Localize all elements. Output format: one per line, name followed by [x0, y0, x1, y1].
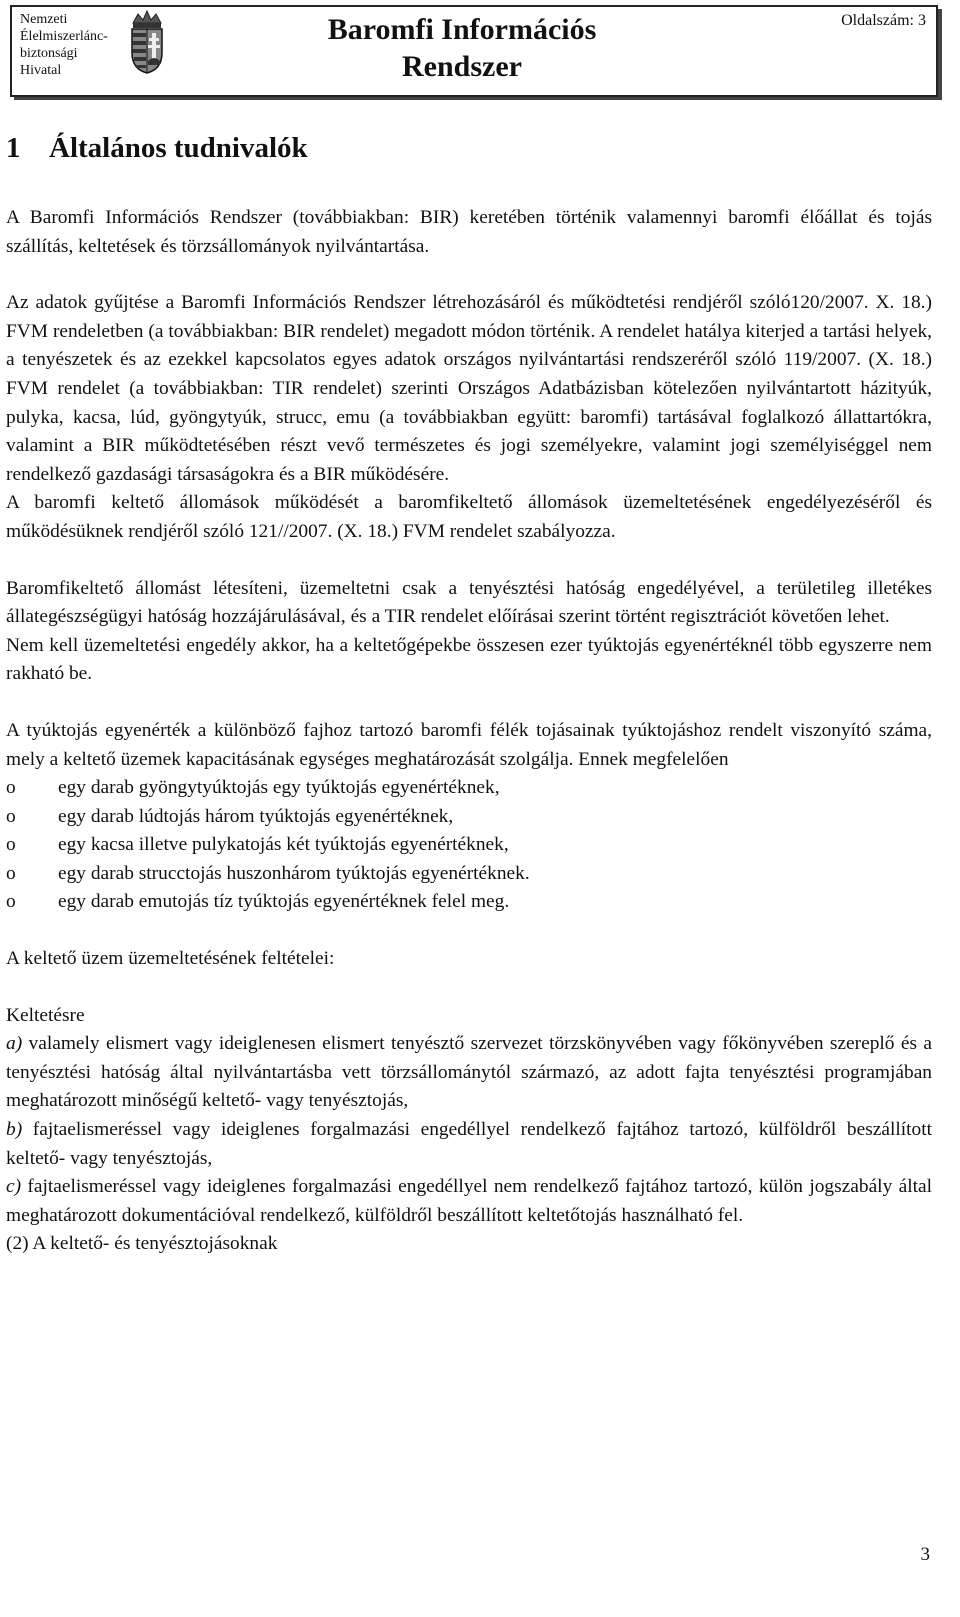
item-text: fajtaelismeréssel vagy ideiglenes forgalmazási engedéllyel rendelkező fajtához tartozó, külföldről beszállított keltető- vagy tenyésztojás,: [6, 1119, 932, 1169]
item-text: valamely elismert vagy ideiglenesen elismert tenyésztő szervezet törzskönyvében vagy főkönyvében szereplő és a tenyésztési hatóság által nyilvántartásba vett törzsállománytól származó, az adott fajta tenyésztési programjában meghatározott minőségű keltető- vagy tenyésztojás,: [6, 1033, 932, 1112]
bullet-marker: o: [6, 862, 16, 884]
bullet-marker: o: [6, 805, 16, 827]
document-body: [6, 128, 932, 1259]
section-number: 1: [6, 132, 21, 164]
system-title-line: Baromfi Információs: [327, 13, 597, 46]
page-count: Oldalszám: 3: [841, 12, 926, 29]
paragraph: A tyúktojás egyenérték a különböző fajhoz tartozó baromfi félék tojásainak tyúktojáshoz rendelt viszonyító száma, mely a keltető üzemek kapacitásának egységes meghatározását szolgálja. Ennek megfelelően: [6, 719, 932, 770]
paragraph: (2) A keltető- és tenyésztojásoknak: [6, 1233, 278, 1255]
org-line: biztonsági: [20, 46, 78, 61]
list-item: [6, 774, 932, 803]
organization-name: [20, 11, 120, 79]
item-text: fajtaelismeréssel vagy ideiglenes forgalmazási engedéllyel nem rendelkező fajtához tartozó, külön jogszabály által meghatározott dokumentációval rendelkező, külföldről beszállított keltetőtojás használható fel.: [6, 1176, 932, 1226]
bullet-marker: o: [6, 891, 16, 913]
paragraph: A Baromfi Információs Rendszer (továbbiakban: BIR) keretében történik valamennyi baromfi élőállat és tojás szállítás, keltetések és törzsállományok nyilvántartása.: [6, 207, 932, 257]
bullet-marker: o: [6, 777, 16, 799]
equivalence-list: [6, 774, 932, 917]
paragraph: A baromfi keltető állomások működését a baromfikeltető állomások üzemeltetésének engedélyezéséről és működésüknek rendjéről szóló 121//2007. (X. 18.) FVM rendelet szabályozza.: [6, 492, 932, 542]
org-line: Élelmiszerlánc-: [20, 29, 108, 44]
list-item-text: egy darab strucctojás huszonhárom tyúktojás egyenértéknek.: [58, 862, 530, 884]
header-shadow: [14, 97, 942, 100]
list-item-text: egy darab emutojás tíz tyúktojás egyenértéknek felel meg.: [58, 891, 510, 913]
item-label: b): [6, 1119, 23, 1141]
list-item: [6, 831, 932, 860]
list-item: [6, 860, 932, 889]
system-title: [312, 11, 612, 85]
bullet-marker: o: [6, 834, 16, 856]
list-item: [6, 803, 932, 832]
paragraph: Az adatok gyűjtése a Baromfi Információs Rendszer létrehozásáról és működtetési rendjéről szóló120/2007. X. 18.) FVM rendeletben (a továbbiakban: BIR rendelet) megadott módon történik. A rendelet hatálya kiterjed a tartási helyek, a tenyészetek és az ezekkel kapcsolatos egyes adatok országos nyilvántartási rendszeréről szóló 119/2007. (X. 18.) FVM rendelet (a továbbiakban: TIR rendelet) szerinti Országos Adatbázisban kötelezően nyilvántartott házityúk, pulyka, kacsa, lúd, gyöngytyúk, strucc, emu (a továbbiakban együtt: baromfi) tartásával foglalkozó állattartókra, valamint a BIR működtetésében részt vevő természetes és jogi személyekre, valamint jogi személyiséggel nem rendelkező gazdasági társaságokra és a BIR működésére.: [6, 292, 932, 485]
item-label: c): [6, 1176, 22, 1198]
org-line: Nemzeti: [20, 12, 68, 27]
list-item-text: egy darab gyöngytyúktojás egy tyúktojás egyenértéknek,: [58, 777, 500, 799]
paragraph: Keltetésre: [6, 1004, 85, 1026]
paragraph: [6, 1030, 932, 1116]
org-line: Hivatal: [20, 63, 62, 78]
paragraph: Nem kell üzemeltetési engedély akkor, ha a keltetőgépekbe összesen ezer tyúktojás egyenértéknél több egyszerre nem rakható be.: [6, 634, 932, 685]
list-item: [6, 888, 932, 917]
paragraph: [6, 1173, 932, 1230]
coat-of-arms-icon: [124, 9, 170, 75]
item-label: a): [6, 1033, 23, 1055]
paragraph: [6, 1116, 932, 1173]
page-header: [10, 5, 938, 97]
section-title: Általános tudnivalók: [49, 132, 308, 164]
system-title-line: Rendszer: [402, 50, 522, 83]
page-number: 3: [920, 1544, 930, 1565]
paragraph: A keltető üzem üzemeltetésének feltételei:: [6, 948, 335, 970]
section-heading: [6, 128, 932, 168]
paragraph: Baromfikeltető állomást létesíteni, üzemeltetni csak a tenyésztési hatóság engedélyével, a területileg illetékes állategészségügyi hatóság hozzájárulásával, és a TIR rendelet előírásai szerint történt regisztrációt követően lehet.: [6, 577, 932, 628]
list-item-text: egy kacsa illetve pulykatojás két tyúktojás egyenértéknek,: [58, 834, 509, 856]
header-shadow: [938, 9, 942, 100]
list-item-text: egy darab lúdtojás három tyúktojás egyenértéknek,: [58, 805, 454, 827]
